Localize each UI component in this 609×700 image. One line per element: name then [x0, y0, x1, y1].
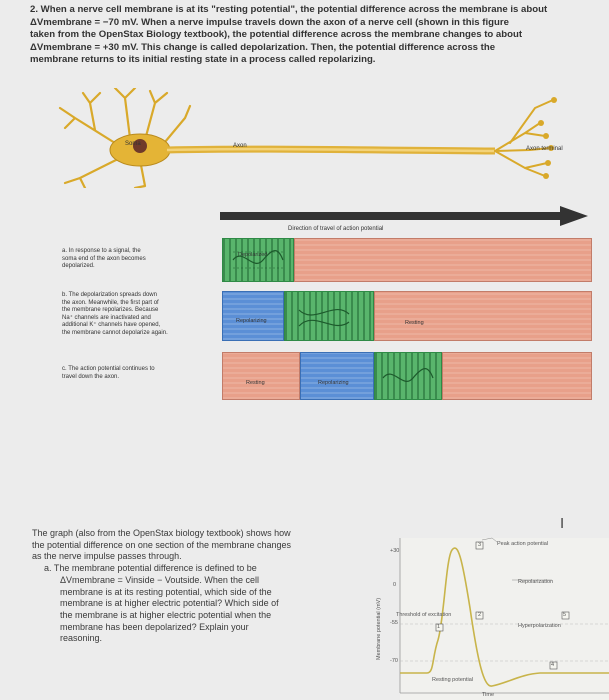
intro-line: membrane returns to its initial resting state in a process called repolarizing.	[30, 54, 376, 65]
question-line: a. The membrane potential difference is defined to be	[44, 563, 257, 574]
question-line: the potential difference on one section of the membrane changes	[32, 539, 292, 550]
graph-xlabel: Time	[482, 692, 495, 698]
text-cursor-icon: Ⅰ	[560, 515, 565, 531]
axon-terminal-label: Axon terminal	[526, 146, 563, 152]
stage-a-text	[62, 248, 146, 271]
tick-label: 0	[393, 582, 397, 588]
resting-annotation: Resting potential	[432, 677, 473, 683]
stage-line: Na⁺ channels are inactivated and	[62, 314, 151, 321]
depolarized-tag: Depolarized	[238, 252, 268, 258]
peak-annotation: Peak action potential	[497, 541, 549, 547]
marker-label: 4	[551, 662, 555, 668]
resting-segment	[374, 291, 592, 341]
intro-line: ΔVmembrane = +30 mV. This change is called depolarization. Then, the potential difference across the	[30, 41, 496, 53]
question-line: membrane has been depolarized? Explain your	[60, 621, 249, 632]
stage-line: c. The action potential continues to	[62, 366, 155, 372]
question-line: as the nerve impulse passes through.	[32, 551, 182, 562]
intro-line: ΔVmembrane = −70 mV. When a nerve impulse travels down the axon of a nerve cell (shown in this figure	[30, 16, 509, 28]
intro-paragraph	[30, 4, 590, 67]
tick-label: -55	[390, 620, 398, 626]
na-channel-icon	[228, 242, 288, 278]
repolarizing-tag: Repolarizing	[318, 380, 349, 386]
resting-segment	[294, 238, 592, 282]
question-line: ΔVmembrane = Vinside − Voutside. When the cell	[60, 574, 259, 585]
stage-line: the membrane cannot depolarize again.	[62, 329, 168, 336]
stage-line: soma end of the axon becomes	[62, 255, 146, 262]
axon-bar-b	[222, 291, 592, 341]
stage-c-text	[62, 366, 155, 381]
direction-label: Direction of travel of action potential	[288, 226, 384, 232]
stage-line: a. In response to a signal, the	[62, 248, 141, 254]
stage-line: b. The depolarization spreads down	[62, 292, 157, 298]
marker-label: 3	[478, 542, 482, 548]
question-line: The graph (also from the OpenStax biology textbook) shows how	[32, 528, 291, 538]
resting-segment	[442, 352, 592, 400]
marker-label: 5	[563, 612, 567, 618]
intro-line: 2. When a nerve cell membrane is at its "resting potential", the potential difference across the membrane is about	[30, 4, 548, 15]
direction-arrow	[220, 204, 590, 236]
intro-line: taken from the OpenStax Biology textbook), the potential difference across the membrane changes to about	[30, 29, 523, 40]
stage-line: travel down the axon.	[62, 373, 120, 380]
stage-line: additional K⁺ channels have opened,	[62, 322, 161, 328]
stage-line: the axon. Meanwhile, the first part of	[62, 299, 159, 306]
stage-line: the membrane repolarizes. Because	[62, 307, 159, 313]
marker-label: 2	[478, 612, 482, 618]
na-channel-icon	[378, 360, 438, 396]
stage-b-text	[62, 292, 168, 337]
axon-label: Axon	[233, 143, 247, 149]
question-text	[32, 528, 362, 645]
question-line: reasoning.	[60, 633, 103, 644]
threshold-annotation: Threshold of excitation	[396, 612, 452, 618]
k-channel-icon	[294, 300, 354, 336]
repolarizing-segment	[222, 291, 284, 341]
stage-line: depolarized.	[62, 263, 95, 269]
question-line: membrane is at its resting potential, which side of the	[60, 586, 272, 597]
marker-label: 1	[437, 624, 441, 630]
question-line: the membrane is at higher electric potential when the	[60, 609, 272, 620]
question-line: membrane is at higher electric potential? Which side of	[60, 598, 279, 609]
repolarizing-segment	[300, 352, 374, 400]
repolarization-annotation: Repolarization	[518, 579, 554, 585]
neuron-illustration	[55, 88, 575, 188]
resting-tag: Resting	[246, 380, 265, 386]
repolarizing-tag: Repolarizing	[236, 318, 267, 324]
tick-label: +30	[390, 548, 400, 554]
soma-label: Soma	[125, 141, 141, 147]
tick-label: -70	[390, 658, 398, 664]
graph-ylabel: Membrane potential (mV)	[376, 597, 382, 660]
hyperpolarization-annotation: Hyperpolarization	[518, 623, 561, 629]
resting-tag: Resting	[405, 320, 424, 326]
resting-segment	[222, 352, 300, 400]
